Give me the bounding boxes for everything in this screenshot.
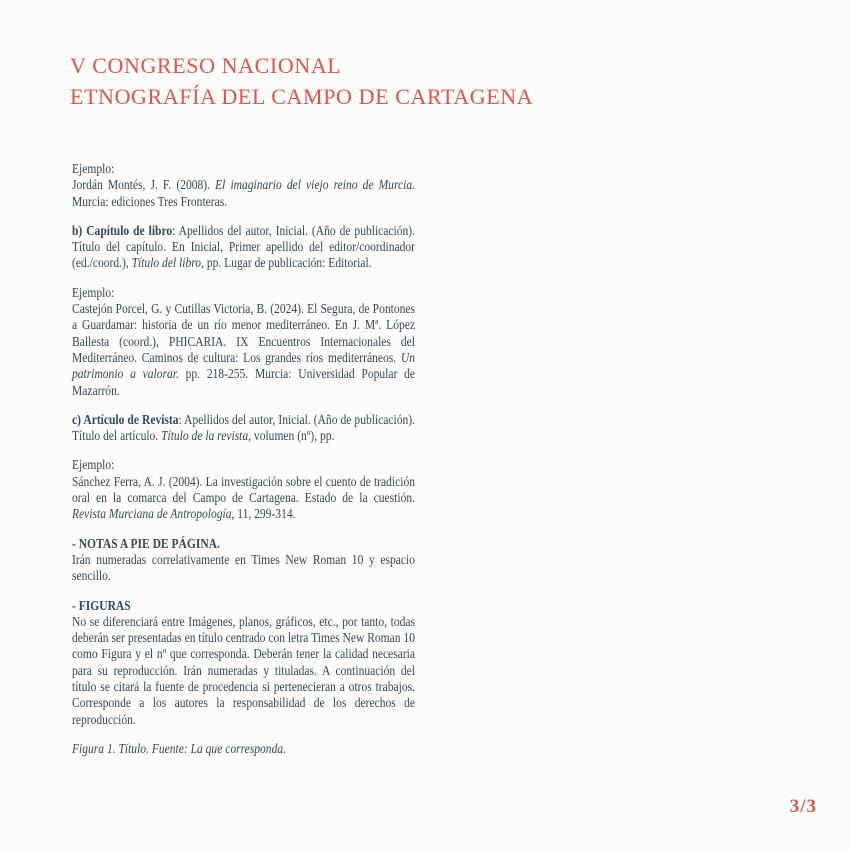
text-run: Revista Murciana de Antropología	[72, 506, 232, 522]
text-run: , pp. Lugar de publicación: Editorial.	[201, 255, 372, 271]
example-jordan-montes	[72, 161, 415, 210]
text-run: Irán numeradas correlativamente en Times New Roman 10 y espacio sencillo.	[72, 551, 415, 584]
text-run: - NOTAS A PIE DE PÁGINA.	[72, 535, 220, 551]
section-c-articulo-de-revista	[72, 412, 415, 445]
section-notas-a-pie-de-pagina	[72, 536, 415, 585]
text-run: Ejemplo:	[72, 457, 115, 473]
text-run: Título de la revista	[161, 428, 249, 444]
text-run: , 11, 299-314.	[231, 506, 296, 522]
text-run: , volumen (nº), pp.	[248, 428, 335, 444]
text-run: Murcia: ediciones Tres Fronteras.	[72, 193, 228, 209]
text-run: : Apellidos del autor, Inicial. (Año de publicación). Título del artículo.	[72, 411, 415, 444]
text-run: pp. 218-255. Murcia: Universidad Popular de Mazarrón.	[72, 366, 415, 398]
example-sanchez-ferra	[72, 457, 415, 522]
title-line-1: V CONGRESO NACIONAL	[70, 53, 342, 78]
text-run: El imaginario del viejo reino de Murcia.	[215, 177, 415, 193]
text-run: Ejemplo:	[72, 161, 115, 176]
section-b-capitulo-de-libro	[72, 223, 415, 272]
text-run: Título del libro	[131, 255, 202, 271]
text-run: b) Capítulo de libro	[72, 222, 173, 238]
title-line-2: ETNOGRAFÍA DEL CAMPO DE CARTAGENA	[70, 84, 534, 109]
document-body	[72, 161, 415, 770]
text-run: Sánchez Ferra, A. J. (2004). La investigación sobre el cuento de tradición oral en la comarca del Campo de Cartagena. Estado de la cuestión.	[72, 473, 415, 506]
text-run: Jordán Montés, J. F. (2008).	[72, 177, 216, 193]
conference-title	[70, 50, 533, 112]
example-castejon-porcel	[72, 285, 415, 399]
text-run: Figura 1. Título. Fuente: La que corresponda.	[72, 740, 286, 756]
page-indicator: 3/3	[789, 796, 817, 817]
text-run: c) Artículo de Revista	[72, 411, 179, 427]
text-run: Castejón Porcel, G. y Cutillas Victoria, B. (2024). El Segura, de Pontones a Guardamar: historia de un río menor mediterráneo. En J. Mª. López Ballesta (coord.), PHICARIA. IX Encuentros Internacionales del Mediterráneo. Caminos de cultura: Los grandes ríos mediterráneos.	[72, 301, 415, 365]
text-run: - FIGURAS	[72, 597, 131, 613]
text-run: Ejemplo:	[72, 284, 115, 300]
section-figuras	[72, 598, 415, 728]
text-run: No se diferenciará entre Imágenes, planos, gráficos, etc., por tanto, todas deberán ser presentadas en título centrado con letra Times New Roman 10 como Figura y el nº que corresponda. Deberán tener la calidad necesaria para su reproducción. Irán numeradas y tituladas. A continuación del título se citará la fuente de procedencia si pertenecieran a otros trabajos. Corresponde a los autores la responsabilidad de los derechos de reproducción.	[72, 613, 415, 727]
text-run: : Apellidos del autor, Inicial. (Año de publicación). Título del capítulo. En Inicial, Primer apellido del editor/coordinador (ed./coord.),	[72, 222, 415, 271]
figure-caption	[72, 741, 415, 757]
text-run: Un patrimonio a valorar.	[72, 349, 415, 382]
